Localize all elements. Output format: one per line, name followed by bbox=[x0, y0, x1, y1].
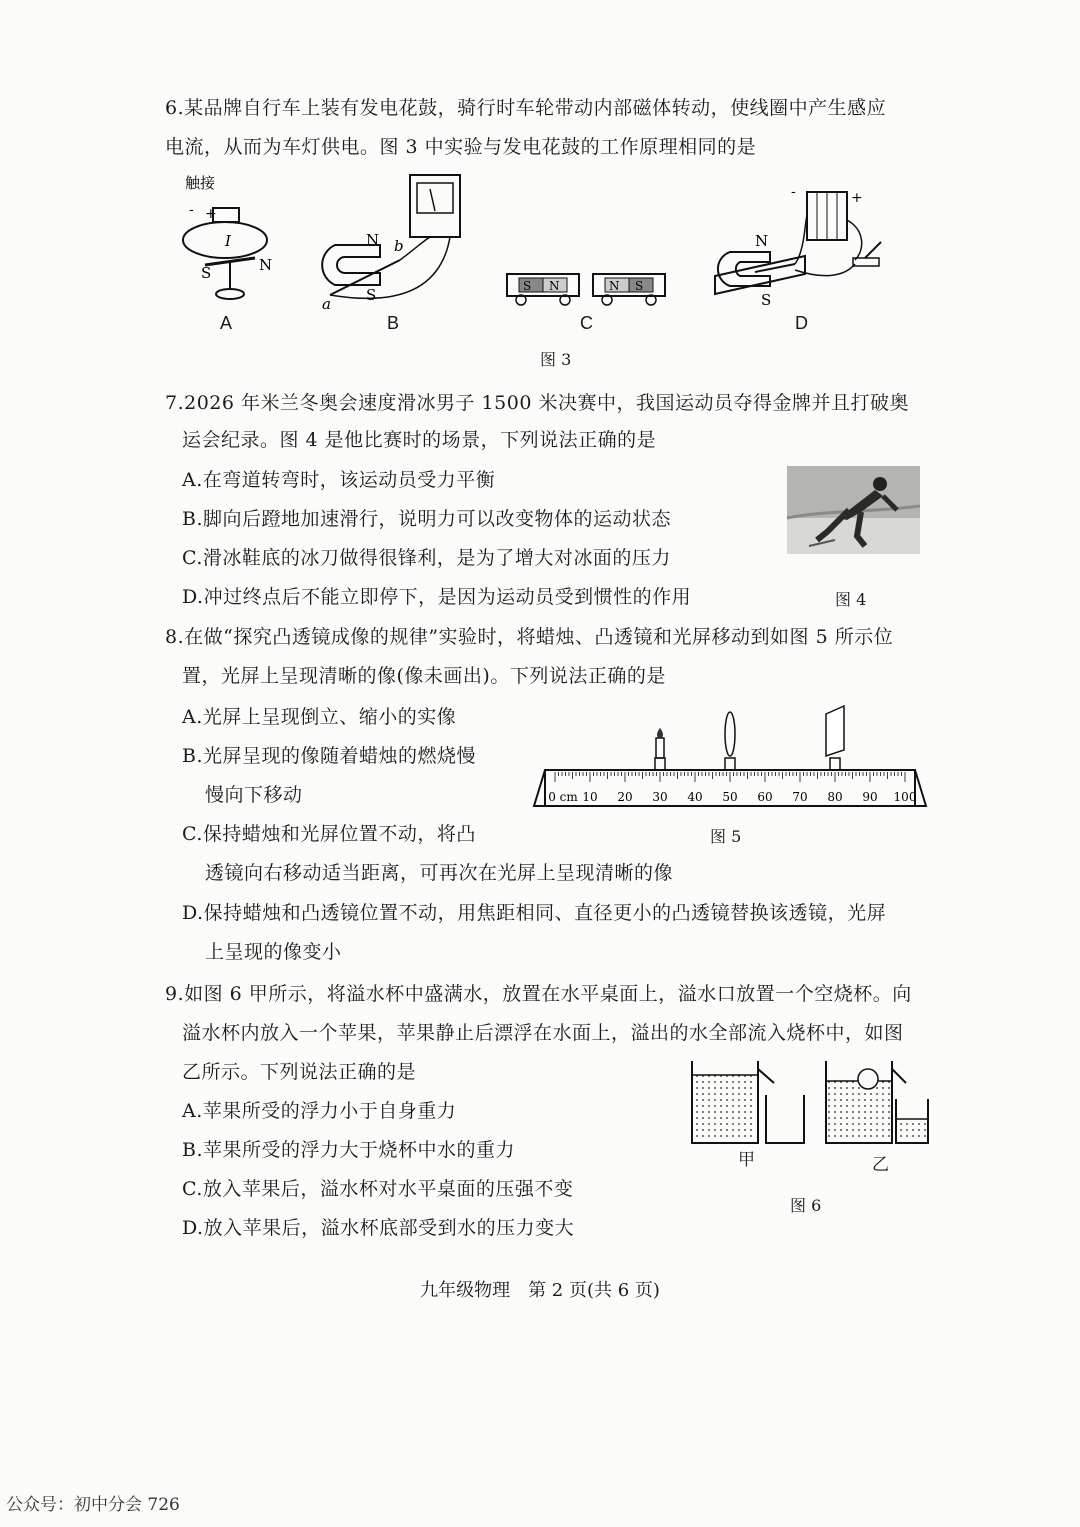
diagram-d-plus: + bbox=[851, 190, 863, 206]
diagram-a-current: I bbox=[225, 232, 231, 250]
q7-line2: 运会纪录。图 4 是他比赛时的场景，下列说法正确的是 bbox=[182, 429, 657, 451]
watermark-text: 公众号：初中分会 726 bbox=[6, 1495, 180, 1515]
diagram-a-contact: 触接 bbox=[185, 174, 216, 192]
q9-option-a: A.苹果所受的浮力小于自身重力 bbox=[182, 1100, 457, 1122]
q7-option-c: C.滑冰鞋底的冰刀做得很锋利，是为了增大对冰面的压力 bbox=[182, 547, 671, 569]
diagram-a-s: S bbox=[201, 264, 212, 282]
q6-line1: 6.某品牌自行车上装有发电花鼓，骑行时车轮带动内部磁体转动，使线圈中产生感应 bbox=[165, 97, 887, 119]
figure6-overflow-cups bbox=[688, 1055, 938, 1165]
diagram-c-n1: N bbox=[549, 279, 560, 293]
ruler-tick-label: 20 bbox=[617, 790, 633, 804]
diagram-b-b: b bbox=[394, 237, 404, 255]
q7-option-b: B.脚向后蹬地加速滑行，说明力可以改变物体的运动状态 bbox=[182, 508, 672, 530]
diagram-d-n: N bbox=[755, 232, 769, 250]
u-magnet bbox=[322, 245, 380, 285]
q8-option-d2: 上呈现的像变小 bbox=[205, 941, 342, 963]
q7-line1: 7.2026 年米兰冬奥会速度滑冰男子 1500 米决赛中，我国运动员夺得金牌并且打破奥 bbox=[165, 392, 909, 414]
q8-option-d1: D.保持蜡烛和凸透镜位置不动，用焦距相同、直径更小的凸透镜替换该透镜，光屏 bbox=[182, 902, 887, 924]
q9-line2: 溢水杯内放入一个苹果，苹果静止后漂浮在水面上，溢出的水全部流入烧杯中，如图 bbox=[182, 1022, 904, 1044]
figure5-optical-bench bbox=[530, 700, 930, 810]
page-footer: 九年级物理 第 2 页(共 6 页) bbox=[420, 1280, 660, 1301]
conductor-ab bbox=[330, 260, 400, 295]
diagram-a-n: N bbox=[259, 256, 273, 274]
q9-option-d: D.放入苹果后，溢水杯底部受到水的压力变大 bbox=[182, 1217, 575, 1239]
q8-option-c1: C.保持蜡烛和光屏位置不动，将凸 bbox=[182, 823, 476, 845]
diagram-b-a: a bbox=[322, 295, 331, 313]
diagram-a-plus: + bbox=[205, 206, 217, 222]
q7-option-d: D.冲过终点后不能立即停下，是因为运动员受到惯性的作用 bbox=[182, 586, 692, 608]
diagram-b-label: B bbox=[387, 313, 400, 333]
figure4-skater-photo bbox=[787, 466, 920, 554]
diagram-c-s1: S bbox=[523, 279, 532, 293]
q8-line1: 8.在做“探究凸透镜成像的规律”实验时，将蜡烛、凸透镜和光屏移动到如图 5 所示位 bbox=[165, 626, 894, 648]
q8-option-a: A.光屏上呈现倒立、缩小的实像 bbox=[182, 706, 457, 728]
q9-line1: 9.如图 6 甲所示，将溢水杯中盛满水，放置在水平桌面上，溢水口放置一个空烧杯。向 bbox=[165, 983, 912, 1005]
ruler-tick-label: 30 bbox=[652, 790, 668, 804]
figure4-caption: 图 4 bbox=[835, 590, 867, 609]
ruler-tick-label: 40 bbox=[687, 790, 703, 804]
diagram-d-label: D bbox=[795, 313, 808, 333]
ruler-tick-label: 80 bbox=[827, 790, 843, 804]
battery-icon bbox=[213, 208, 239, 222]
compass-stand bbox=[216, 289, 244, 299]
figure6-label-yi: 乙 bbox=[872, 1155, 889, 1175]
q8-line2: 置，光屏上呈现清晰的像(像未画出)。下列说法正确的是 bbox=[182, 665, 666, 687]
diagram-d-motor bbox=[705, 180, 895, 310]
q9-option-c: C.放入苹果后，溢水杯对水平桌面的压强不变 bbox=[182, 1178, 574, 1200]
q9-line3: 乙所示。下列说法正确的是 bbox=[182, 1061, 417, 1083]
q8-option-c2: 透镜向右移动适当距离，可再次在光屏上呈现清晰的像 bbox=[205, 862, 674, 884]
ruler-tick-label: 70 bbox=[792, 790, 808, 804]
diagram-b-n: N bbox=[366, 231, 380, 249]
diagram-a-minus: - bbox=[189, 202, 194, 218]
ruler-tick-label: 50 bbox=[722, 790, 738, 804]
diagram-d-minus: - bbox=[791, 184, 796, 200]
q9-option-b: B.苹果所受的浮力大于烧杯中水的重力 bbox=[182, 1139, 516, 1161]
apple-icon bbox=[858, 1069, 878, 1089]
diagram-b-generator bbox=[320, 175, 470, 313]
diagram-c-s2: S bbox=[635, 279, 644, 293]
figure6-label-jia: 甲 bbox=[738, 1150, 755, 1170]
figure3-caption: 图 3 bbox=[540, 350, 572, 369]
q6-line2: 电流，从而为车灯供电。图 3 中实验与发电花鼓的工作原理相同的是 bbox=[165, 136, 757, 158]
figure6-caption: 图 6 bbox=[790, 1196, 822, 1215]
diagram-d-s: S bbox=[761, 291, 772, 309]
figure5-caption: 图 5 bbox=[710, 827, 742, 846]
switch-icon bbox=[853, 258, 879, 266]
q8-option-b1: B.光屏呈现的像随着蜡烛的燃烧慢 bbox=[182, 745, 477, 767]
ruler-tick-label: 60 bbox=[757, 790, 773, 804]
candle-icon bbox=[655, 728, 665, 770]
diagram-c-label: C bbox=[580, 313, 593, 333]
diagram-c-magnet-carts bbox=[505, 268, 670, 308]
convex-lens-icon bbox=[725, 712, 735, 770]
ruler-tick-label: 100 bbox=[893, 790, 917, 804]
diagram-a-oersted bbox=[175, 170, 295, 305]
diagram-c-n2: N bbox=[609, 279, 620, 293]
q8-option-b2: 慢向下移动 bbox=[205, 784, 303, 806]
diagram-b-s: S bbox=[366, 286, 377, 304]
ruler-tick-label: 10 bbox=[582, 790, 598, 804]
ruler-tick-label: 0 cm bbox=[548, 790, 578, 804]
ruler-tick-label: 90 bbox=[862, 790, 878, 804]
q7-option-a: A.在弯道转弯时，该运动员受力平衡 bbox=[182, 469, 496, 491]
skater-head bbox=[873, 477, 887, 491]
beaker-jia-empty bbox=[766, 1095, 804, 1143]
diagram-a-label: A bbox=[220, 313, 233, 333]
light-screen-icon bbox=[826, 706, 844, 770]
